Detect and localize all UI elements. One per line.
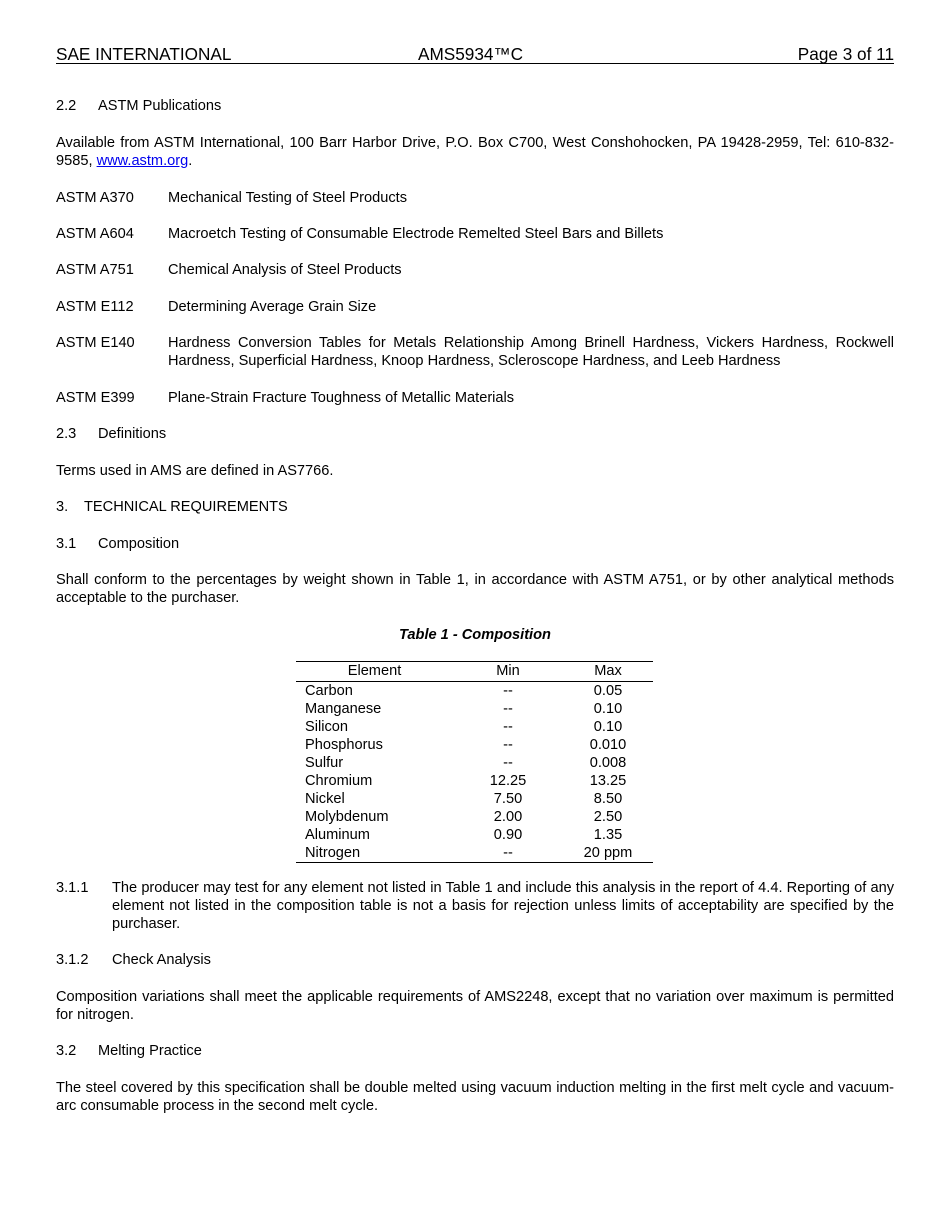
min-cell: -- (503, 701, 513, 717)
reference-title: Chemical Analysis of Steel Products (168, 262, 402, 278)
max-cell: 0.008 (589, 755, 627, 771)
min-cell: -- (503, 737, 513, 753)
table-caption: Table 1 - Composition (399, 627, 551, 643)
table-row (296, 772, 653, 790)
header-doc-id: AMS5934™C (418, 44, 524, 64)
min-cell: -- (503, 755, 513, 771)
table-header-row (296, 662, 653, 682)
min-cell: -- (453, 844, 563, 863)
min-cell: -- (503, 683, 513, 699)
reference-code: ASTM E140 (56, 335, 135, 351)
section-3-2-heading: 3.2 Melting Practice (56, 1043, 202, 1059)
section-3-1-2-paragraph: Composition variations shall meet the applicable requirements of AMS2248, except that no variation over maximum is permitted for nitrogen. (56, 989, 894, 1023)
reference-title: Hardness Conversion Tables for Metals Relationship Among Brinell Hardness, Vickers Hardness, Rockwell Hardness, Superficial Hardness, Knoop Hardness, Scleroscope Hardness, and Leeb Hardness (168, 335, 894, 369)
page-header (56, 44, 894, 64)
section-2-3-paragraph: Terms used in AMS are defined in AS7766. (56, 463, 334, 479)
section-3-heading: 3. TECHNICAL REQUIREMENTS (56, 499, 288, 515)
min-cell: 7.50 (493, 791, 523, 807)
element-cell: Phosphorus (305, 737, 383, 753)
reference-item (56, 334, 894, 374)
table-row (296, 736, 653, 754)
max-cell: 8.50 (593, 791, 623, 807)
min-cell: -- (503, 719, 513, 735)
section-3-1-paragraph: Shall conform to the percentages by weight shown in Table 1, in accordance with ASTM A751, or by other analytical methods acceptable to the purchaser. (56, 572, 894, 606)
min-cell: 0.90 (493, 827, 523, 843)
section-3-1-2-heading: 3.1.2 Check Analysis (56, 952, 211, 968)
table-row (296, 718, 653, 736)
reference-code: ASTM A604 (56, 226, 134, 242)
section-number: 3.1.1 (56, 880, 89, 896)
max-cell: 1.35 (593, 827, 623, 843)
reference-code: ASTM E112 (56, 299, 134, 315)
max-cell: 0.10 (593, 701, 623, 717)
min-cell: 2.00 (493, 809, 523, 825)
element-cell: Carbon (305, 683, 353, 699)
column-header: Element (296, 662, 453, 682)
astm-website-link[interactable]: www.astm.org (96, 153, 189, 169)
header-page-number: Page 3 of 11 (797, 44, 894, 64)
section-3-1-1-text: The producer may test for any element not listed in Table 1 and include this analysis in the report of 4.4. Reporting of any element not listed in the composition table is not a basis for rejection unless limits of acceptability are specified by the purchaser. (112, 880, 894, 932)
table-row (296, 682, 653, 701)
table-row (296, 808, 653, 826)
section-2-3-heading: 2.3 Definitions (56, 426, 167, 442)
element-cell: Aluminum (305, 827, 370, 843)
element-cell: Manganese (305, 701, 382, 717)
reference-code: ASTM A751 (56, 262, 134, 278)
max-cell: 20 ppm (563, 844, 653, 863)
table-row (296, 826, 653, 844)
reference-title: Plane-Strain Fracture Toughness of Metallic Materials (168, 390, 515, 406)
reference-title: Macroetch Testing of Consumable Electrode Remelted Steel Bars and Billets (168, 226, 664, 242)
max-cell: 0.10 (593, 719, 623, 735)
header-org: SAE INTERNATIONAL (56, 44, 232, 64)
reference-title: Determining Average Grain Size (168, 299, 377, 315)
element-cell: Molybdenum (305, 809, 389, 825)
max-cell: 2.50 (593, 809, 623, 825)
composition-table (296, 661, 653, 863)
max-cell: 0.05 (593, 683, 623, 699)
table-row (296, 700, 653, 718)
element-cell: Silicon (305, 719, 348, 735)
table-row (296, 790, 653, 808)
table-row (296, 754, 653, 772)
table-row (296, 844, 653, 863)
section-3-2-paragraph: The steel covered by this specification shall be double melted using vacuum induction melting in the first melt cycle and vacuum-arc consumable process in the second melt cycle. (56, 1080, 894, 1114)
section-3-1-heading: 3.1 Composition (56, 536, 180, 552)
column-header: Max (563, 662, 653, 682)
section-2-2-paragraph: Available from ASTM International, 100 Barr Harbor Drive, P.O. Box C700, West Conshohocken, PA 19428-2959, Tel: 610-832-9585, www.astm.org. (56, 135, 894, 169)
section-2-2-heading: 2.2 ASTM Publications (56, 98, 222, 114)
reference-code: ASTM E399 (56, 390, 135, 406)
min-cell: 12.25 (489, 773, 527, 789)
reference-title: Mechanical Testing of Steel Products (168, 190, 408, 206)
column-header: Min (453, 662, 563, 682)
max-cell: 13.25 (589, 773, 627, 789)
element-cell: Nickel (305, 791, 345, 807)
reference-code: ASTM A370 (56, 190, 134, 206)
section-3-1-1 (56, 879, 894, 935)
element-cell: Nitrogen (296, 844, 453, 863)
max-cell: 0.010 (589, 737, 627, 753)
element-cell: Chromium (305, 773, 373, 789)
element-cell: Sulfur (305, 755, 344, 771)
